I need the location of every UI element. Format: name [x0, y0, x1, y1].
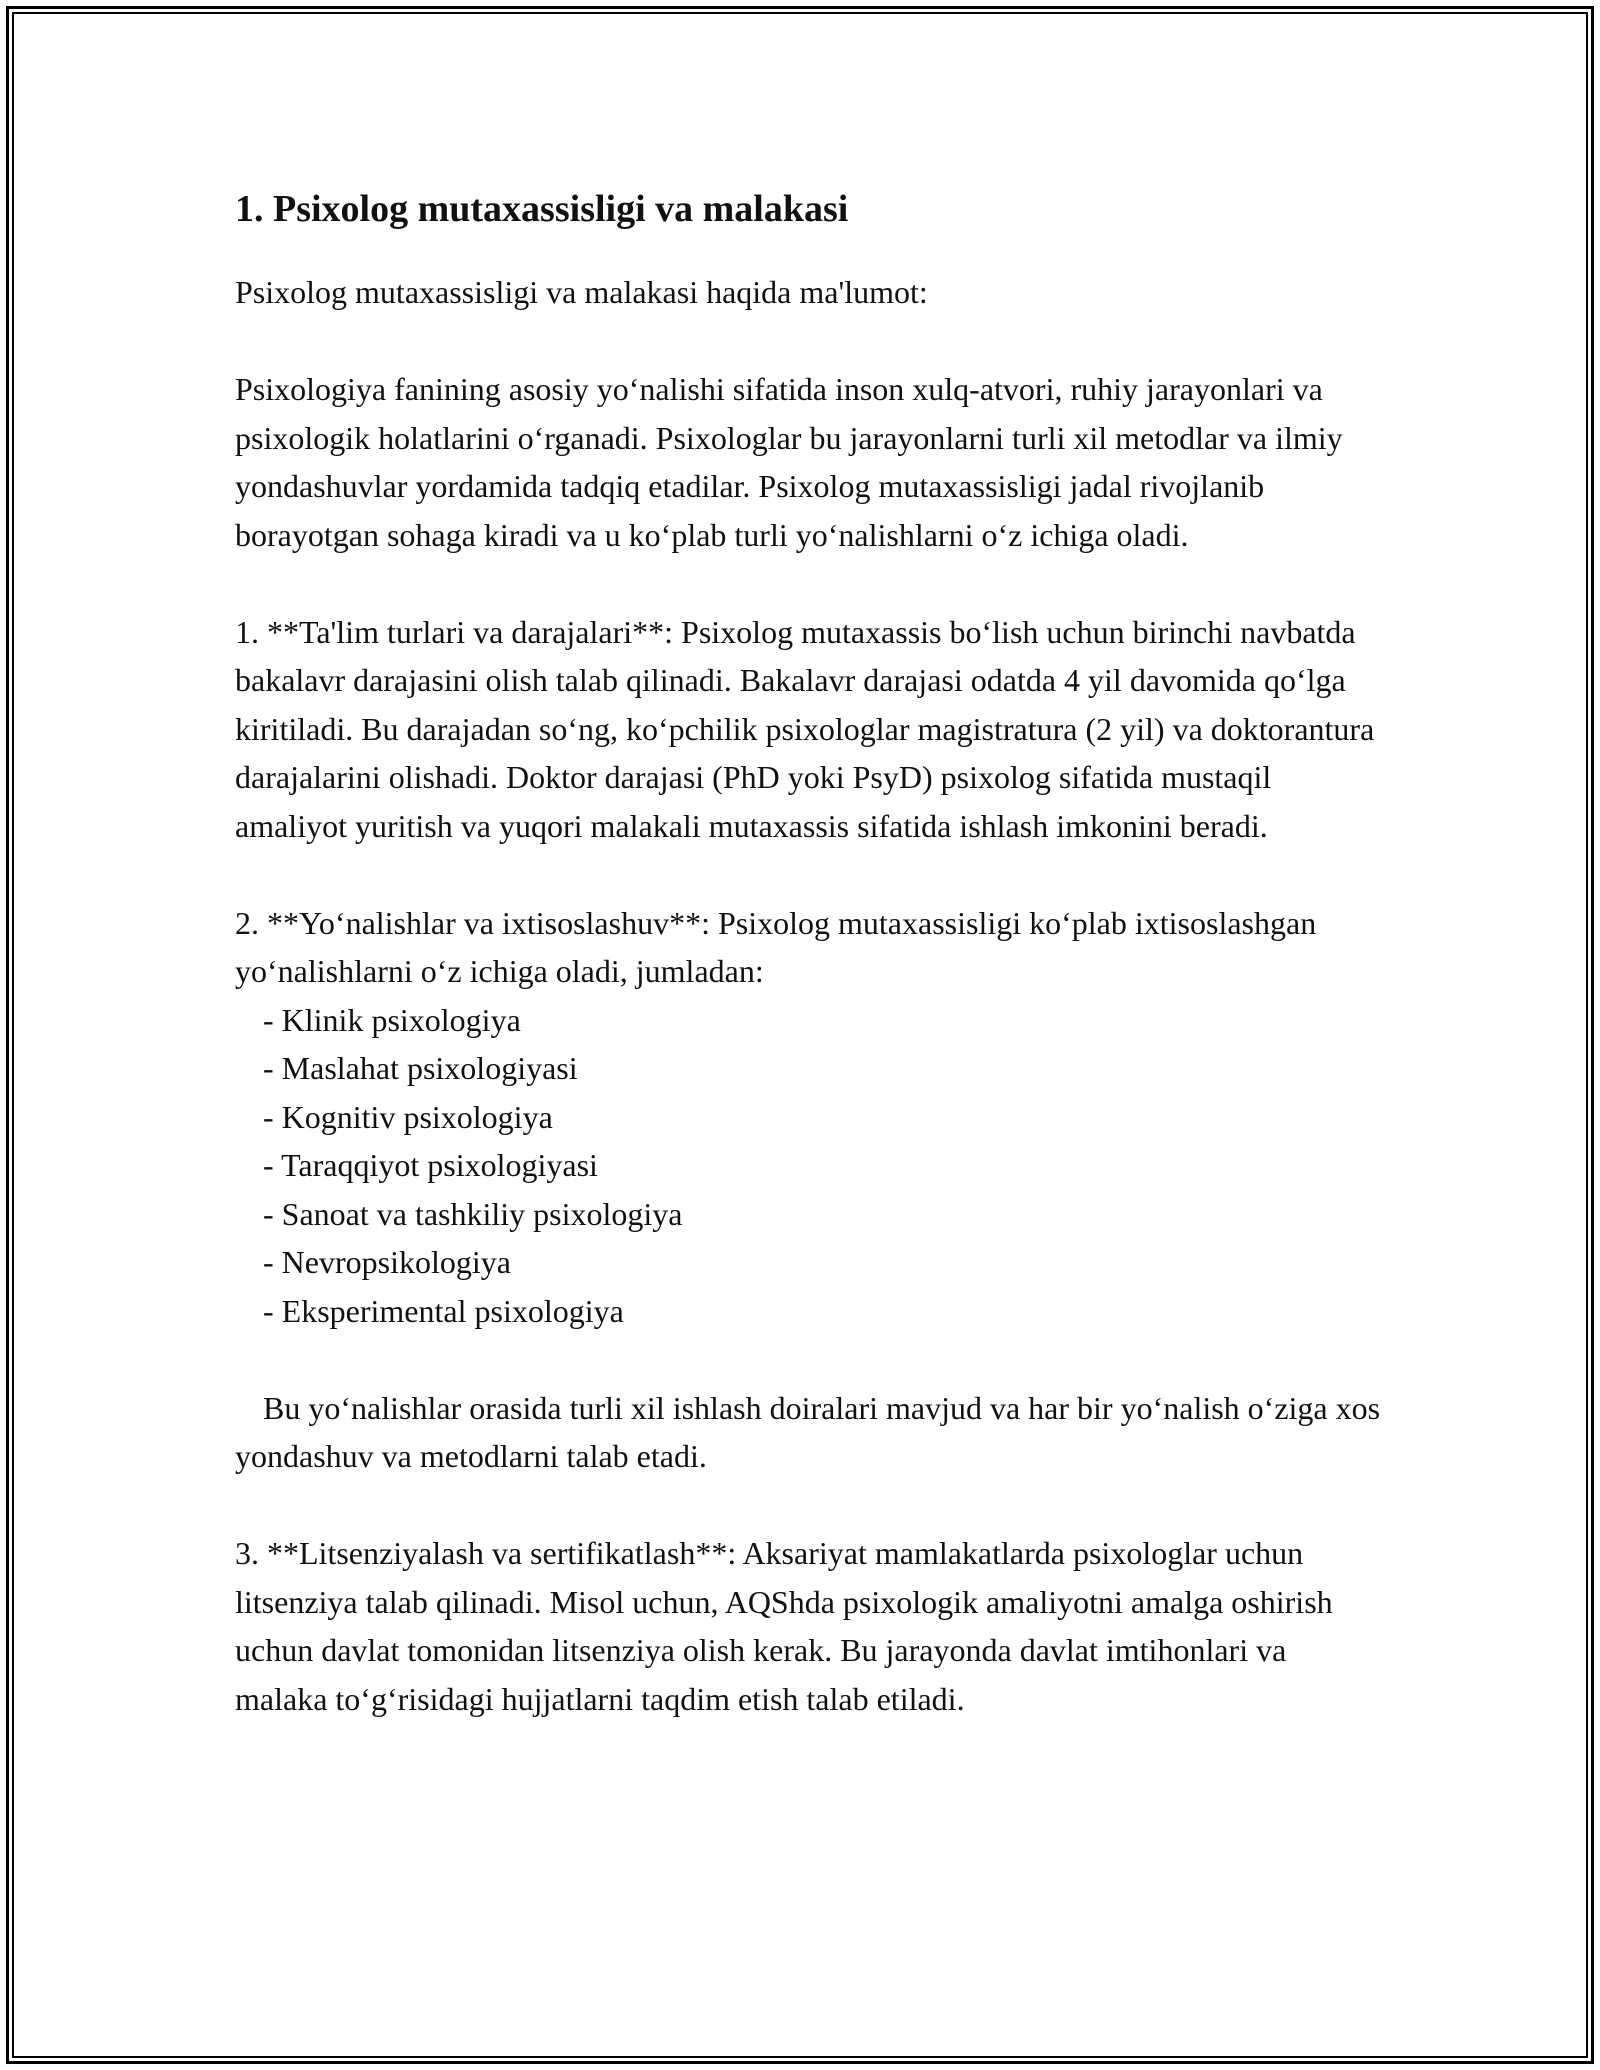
list-item: - Maslahat psixologiyasi — [263, 1050, 578, 1086]
list-item: - Klinik psixologiya — [263, 1001, 521, 1038]
paragraph-overview: Psixologiya fanining asosiy yo‘nalishi sifatida inson xulq-atvori, ruhiy jarayonlari va psixologik holatlarini o‘rganadi. Psixologlar bu jarayonlarni turli xil metodlar va ilmiy yondashuvlar yordamida tadqiq etadilar. Psixolog mutaxassisligi jadal rivojlanib borayotgan sohaga kiradi va u ko‘plab turli yo‘nalishlarni o‘z ichiga oladi. — [235, 371, 1343, 553]
list-item: - Nevropsikologiya — [263, 1244, 511, 1280]
list-item: - Eksperimental psixologiya — [263, 1292, 624, 1329]
list-item: - Taraqqiyot psixologiyasi — [263, 1147, 598, 1183]
document-title: 1. Psixolog mutaxassisligi va malakasi — [235, 188, 849, 230]
section-licensing: 3. **Litsenziyalash va sertifikatlash**: Aksariyat mamlakatlarda psixologlar uchun litsenziya talab qilinadi. Misol uchun, AQShda psixologik amaliyotni amalga oshirish uchun davlat tomonidan litsenziya olish kerak. Bu jarayonda davlat imtihonlari va malaka to‘g‘risidagi hujjatlarni taqdim etish talab etiladi. — [235, 1535, 1333, 1717]
specializations-note: Bu yo‘nalishlar orasida turli xil ishlash doiralari mavjud va har bir yo‘nalish o‘ziga xos yondashuv va metodlarni talab etadi. — [235, 1389, 1381, 1474]
list-item: - Sanoat va tashkiliy psixologiya — [263, 1195, 683, 1232]
list-item: - Kognitiv psixologiya — [263, 1098, 553, 1135]
intro-line: Psixolog mutaxassisligi va malakasi haqida ma'lumot: — [235, 274, 928, 310]
document-body — [235, 186, 1385, 1723]
section-education-levels: 1. **Ta'lim turlari va darajalari**: Psixolog mutaxassis bo‘lish uchun birinchi navbatda bakalavr darajasini olish talab qilinadi. Bakalavr darajasi odatda 4 yil davomida qo‘lga kiritiladi. Bu darajadan so‘ng, ko‘pchilik psixologlar magistratura (2 yil) va doktorantura darajalarini olishadi. Doktor darajasi (PhD yoki PsyD) psixolog sifatida mustaqil amaliyot yuritish va yuqori malakali mutaxassis sifatida ishlash imkonini beradi. — [235, 613, 1375, 844]
section-specializations: 2. **Yo‘nalishlar va ixtisoslashuv**: Psixolog mutaxassisligi ko‘plab ixtisoslashgan yo‘nalishlarni o‘z ichiga oladi, jumladan: — [235, 904, 1317, 989]
